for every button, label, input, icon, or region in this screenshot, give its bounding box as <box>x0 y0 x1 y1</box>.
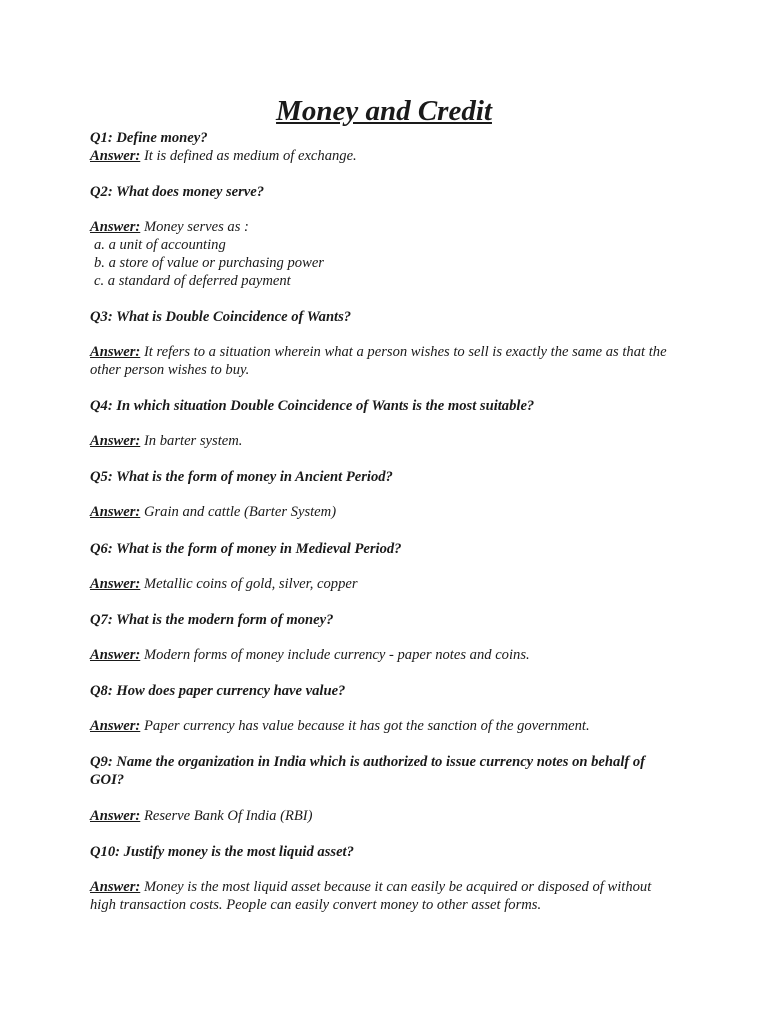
question-10: Q10: Justify money is the most liquid asset? <box>90 844 354 860</box>
answer-4 <box>90 432 680 450</box>
answer-10 <box>90 878 680 914</box>
question-4: Q4: In which situation Double Coincidence of Wants is the most suitable? <box>90 398 535 414</box>
list-item: c. a standard of deferred payment <box>94 273 291 289</box>
answer-label: Answer: <box>90 576 141 592</box>
answer-3 <box>90 343 680 379</box>
answer-label: Answer: <box>90 148 141 164</box>
answer-text: It is defined as medium of exchange. <box>143 148 357 164</box>
question-9: Q9: Name the organization in India which is authorized to issue currency notes on behalf of GOI? <box>90 754 646 788</box>
question-1: Q1: Define money? <box>90 130 208 146</box>
answer-text: Grain and cattle (Barter System) <box>143 504 337 520</box>
answer-text: Money serves as : <box>143 219 249 235</box>
document-title: Money and Credit <box>276 95 492 127</box>
answer-label: Answer: <box>90 647 141 663</box>
question-7: Q7: What is the modern form of money? <box>90 612 334 628</box>
answer-text: It refers to a situation wherein what a person wishes to sell is exactly the same as that the other person wishes to buy. <box>90 344 667 378</box>
list-item: a. a unit of accounting <box>94 237 226 253</box>
answer-text: Modern forms of money include currency - paper notes and coins. <box>143 647 530 663</box>
answer-2 <box>90 218 680 236</box>
list-item: b. a store of value or purchasing power <box>94 255 324 271</box>
answer-text: Reserve Bank Of India (RBI) <box>143 808 313 824</box>
answer-label: Answer: <box>90 808 141 824</box>
answer-text: Paper currency has value because it has got the sanction of the government. <box>143 718 590 734</box>
answer-text: In barter system. <box>143 433 243 449</box>
answer-9 <box>90 807 680 825</box>
answer-label: Answer: <box>90 879 141 895</box>
answer-1 <box>90 147 680 165</box>
answer-label: Answer: <box>90 718 141 734</box>
question-2: Q2: What does money serve? <box>90 184 265 200</box>
answer-8 <box>90 717 680 735</box>
answer-6 <box>90 575 680 593</box>
question-3: Q3: What is Double Coincidence of Wants? <box>90 309 352 325</box>
answer-7 <box>90 646 680 664</box>
question-8: Q8: How does paper currency have value? <box>90 683 346 699</box>
answer-label: Answer: <box>90 219 141 235</box>
question-5: Q5: What is the form of money in Ancient Period? <box>90 469 393 485</box>
answer-label: Answer: <box>90 504 141 520</box>
answer-label: Answer: <box>90 433 141 449</box>
answer-5 <box>90 503 680 521</box>
answer-text: Money is the most liquid asset because it can easily be acquired or disposed of without high transaction costs. People can easily convert money to other asset forms. <box>90 879 652 913</box>
answer-text: Metallic coins of gold, silver, copper <box>143 576 358 592</box>
answer-label: Answer: <box>90 344 141 360</box>
question-6: Q6: What is the form of money in Medieval Period? <box>90 541 402 557</box>
